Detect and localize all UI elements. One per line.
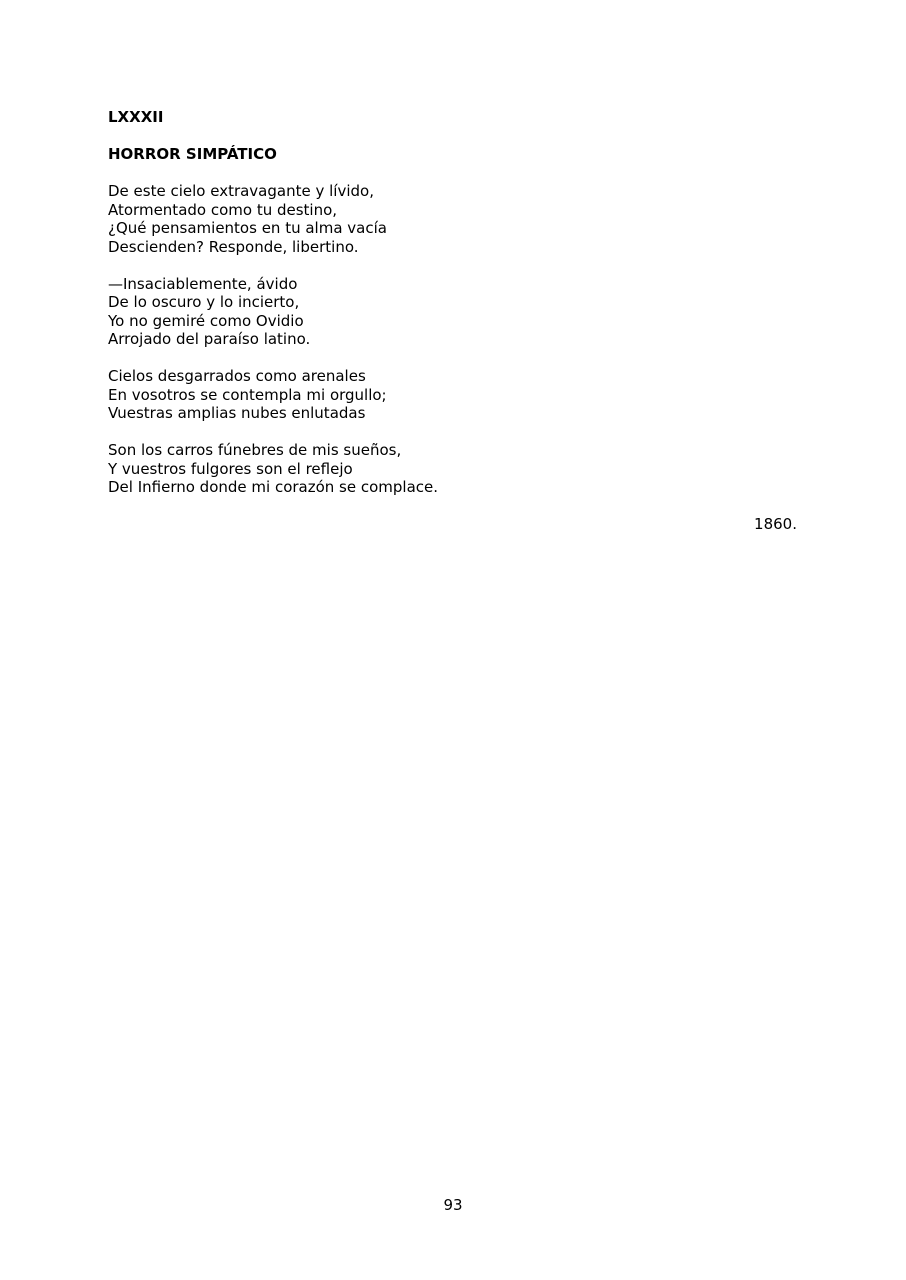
stanza	[108, 182, 808, 256]
poem-body	[108, 182, 808, 515]
verse-line: Yo no gemiré como Ovidio	[108, 311, 304, 330]
verse-line: Y vuestros fulgores son el reflejo	[108, 459, 353, 478]
verse-line: En vosotros se contempla mi orgullo;	[108, 385, 387, 404]
verse-line: ¿Qué pensamientos en tu alma vacía	[108, 219, 387, 237]
stanza	[108, 367, 808, 423]
page-number: 93	[443, 1196, 463, 1214]
verse-line: Del Infierno donde mi corazón se complace.	[108, 478, 439, 496]
verse-line: —Insaciablemente, ávido	[108, 274, 298, 293]
verse-line: Atormentado como tu destino,	[108, 200, 338, 219]
verse-line: De este cielo extravagante y lívido,	[108, 182, 374, 200]
verse-line: De lo oscuro y lo incierto,	[108, 293, 300, 311]
verse-line: Vuestras amplias nubes enlutadas	[108, 404, 366, 422]
poem-numeral: LXXXII	[108, 108, 164, 126]
verse-line: Descienden? Responde, libertino.	[108, 237, 359, 256]
verse-line: Cielos desgarrados como arenales	[108, 367, 366, 385]
stanza	[108, 275, 808, 349]
verse-line: Son los carros fúnebres de mis sueños,	[108, 441, 402, 459]
poem-date: 1860.	[754, 515, 797, 533]
poem-title: HORROR SIMPÁTICO	[108, 145, 277, 163]
stanza	[108, 441, 808, 497]
verse-line: Arrojado del paraíso latino.	[108, 330, 311, 348]
